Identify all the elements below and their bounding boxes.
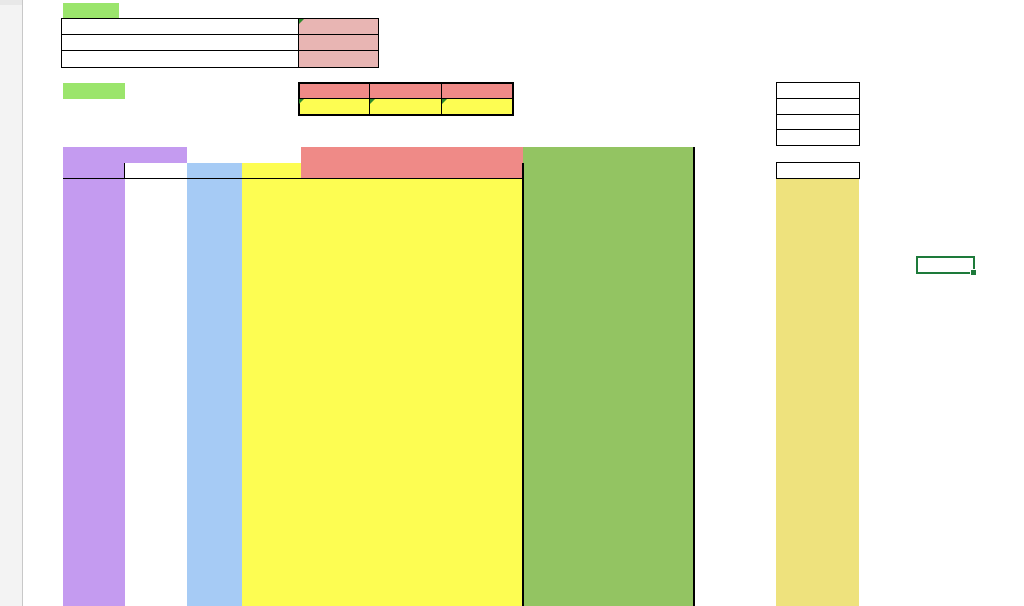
- margin-label: [777, 163, 859, 179]
- selected-cell[interactable]: [916, 256, 975, 274]
- margin-column-fill: [776, 179, 859, 606]
- mae-value[interactable]: [371, 99, 441, 115]
- outputs-title-fill: [63, 83, 125, 99]
- sq-header-bottom: [301, 163, 375, 179]
- periods-value[interactable]: [299, 19, 378, 35]
- t-value-label: [777, 115, 859, 131]
- sq-header-top: [301, 147, 375, 163]
- period-header: [63, 163, 125, 179]
- prediction-interval-header: [523, 147, 693, 163]
- green-right-border: [693, 147, 695, 606]
- forecast-header: [187, 163, 242, 179]
- pct-header-bottom: [449, 163, 523, 179]
- abs-header-bottom: [375, 163, 449, 179]
- sheet-corner: [0, 0, 22, 5]
- forecast-column-fill: [187, 163, 242, 606]
- mape-label: [443, 83, 512, 99]
- prediction-columns-fill: [523, 147, 694, 606]
- inputs-title-fill: [63, 3, 119, 19]
- mape-value[interactable]: [443, 99, 512, 115]
- t-value[interactable]: [777, 131, 859, 147]
- mae-label: [371, 83, 441, 99]
- upper-limit-header: [523, 163, 609, 179]
- lower-limit-header: [609, 163, 693, 179]
- mse-value[interactable]: [300, 99, 369, 115]
- row-header-column: [0, 0, 23, 606]
- pct-header-top: [449, 147, 523, 163]
- yellow-right-border: [522, 163, 524, 606]
- time-header-bottom: [125, 163, 187, 179]
- std-error-value[interactable]: [777, 99, 859, 115]
- error-columns-fill: [242, 163, 523, 606]
- std-error-label: [777, 83, 859, 99]
- abs-header-top: [375, 147, 449, 163]
- period-column-fill: [63, 147, 125, 606]
- mse-label: [300, 83, 369, 99]
- time-header-top: [125, 147, 187, 163]
- error-header: [242, 163, 301, 179]
- inputs-divider-a: [61, 34, 379, 51]
